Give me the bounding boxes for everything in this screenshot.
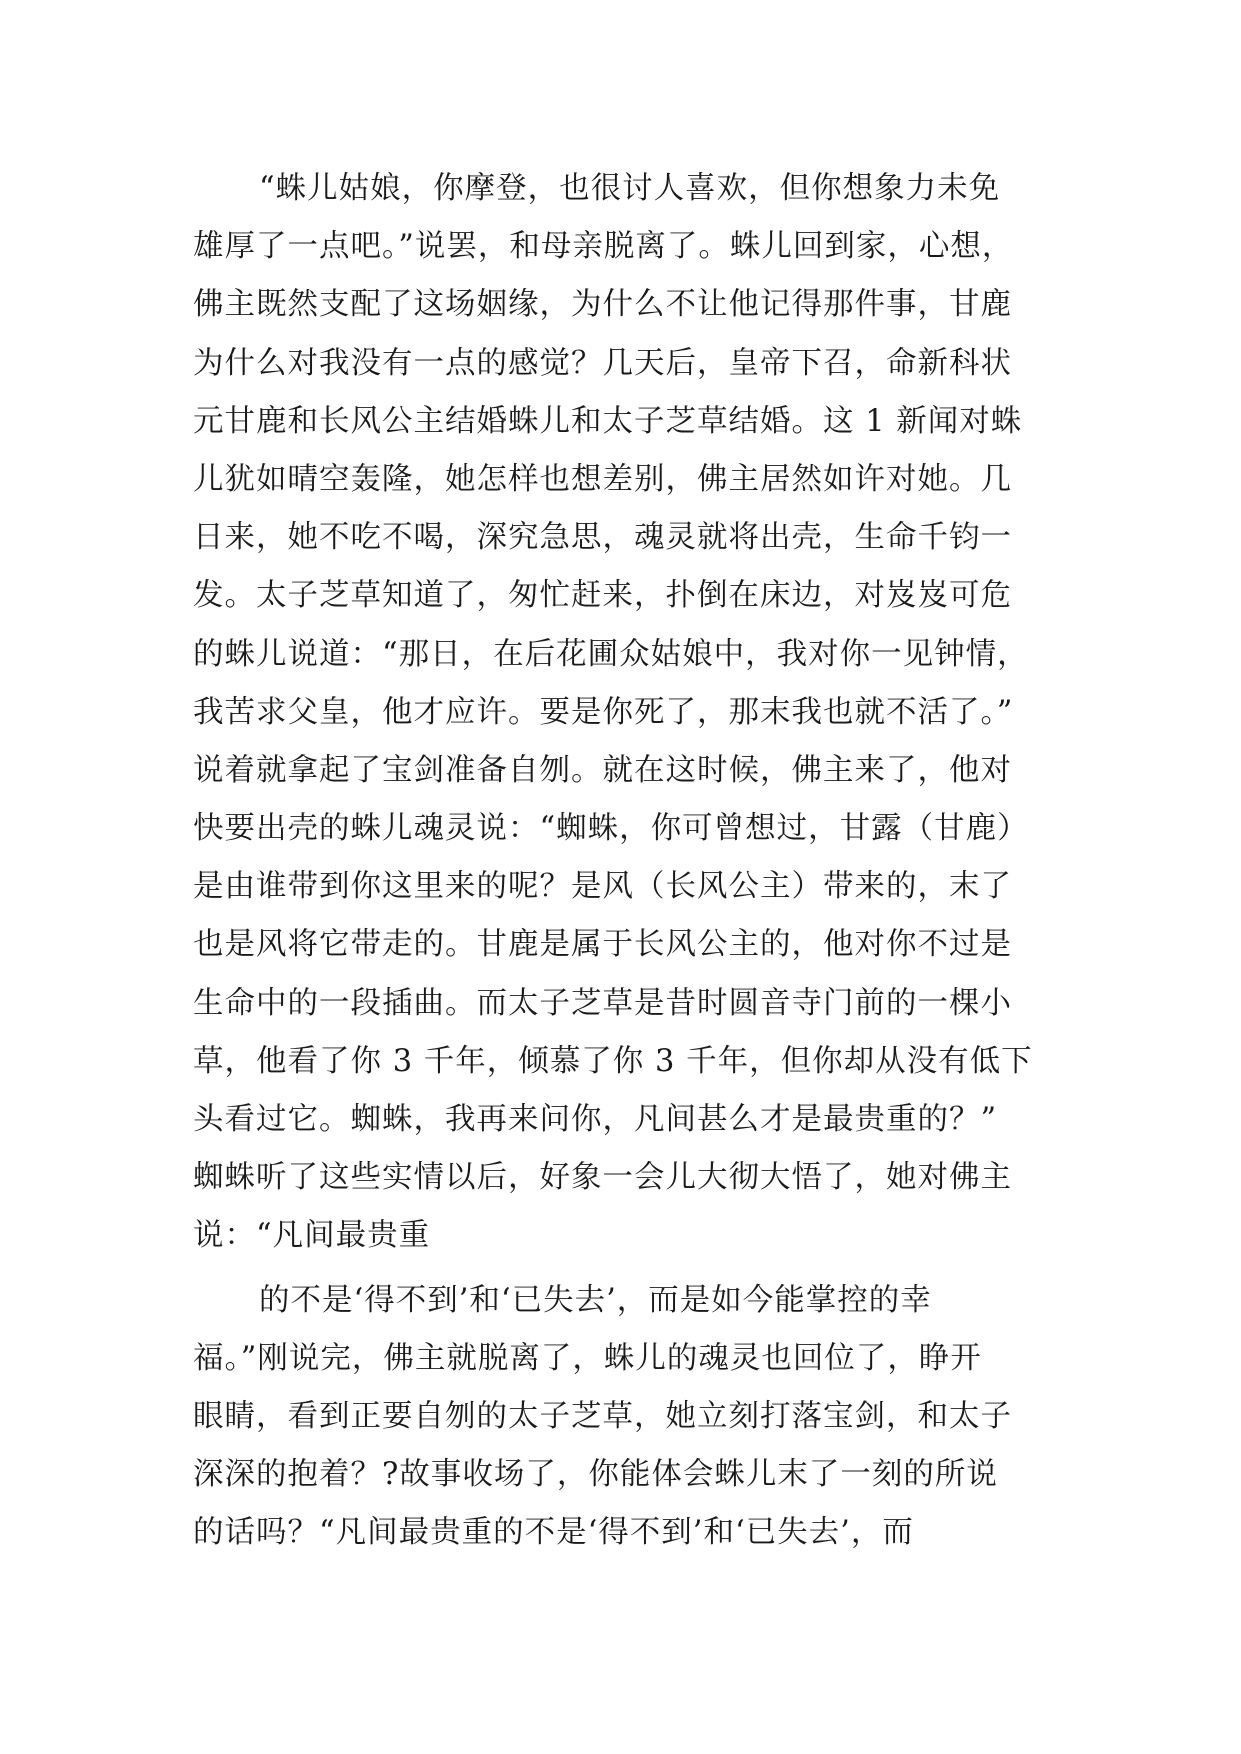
text-line: 说着就拿起了宝剑准备自刎。就在这时候，佛主来了，他对 bbox=[193, 752, 1012, 788]
text-line: 草，他看了你 3 千年，倾慕了你 3 千年，但你却从没有低下 bbox=[193, 1043, 1033, 1079]
text-line: 雄厚了一点吧。”说罢，和母亲脱离了。蛛儿回到家，心想， bbox=[193, 229, 1014, 265]
text-line: 的蛛儿说道：“那日，在后花圃众姑娘中，我对你一见钟情， bbox=[193, 636, 1029, 672]
text-line: 说：“凡间最贵重 bbox=[193, 1218, 431, 1254]
text-line: 快要出壳的蛛儿魂灵说：“蜘蛛，你可曾想过，甘露（甘鹿） bbox=[193, 811, 1029, 847]
text-line: 蜘蛛听了这些实情以后，好象一会儿大彻大悟了，她对佛主 bbox=[193, 1160, 1012, 1196]
text-line: 深深的抱着？?故事收场了，你能体会蛛儿末了一刻的所说 bbox=[193, 1457, 998, 1493]
text-line: 是由谁带到你这里来的呢？是风（长风公主）带来的，末了 bbox=[193, 869, 1012, 905]
text-line: 福。”刚说完，佛主就脱离了，蛛儿的魂灵也回位了，睁开 bbox=[193, 1340, 982, 1376]
paragraph-1 bbox=[193, 160, 1053, 1266]
text-line: 儿犹如晴空轰隆，她怎样也想差别，佛主居然如许对她。几 bbox=[193, 461, 1012, 497]
text-line: 眼睛，看到正要自刎的太子芝草，她立刻打落宝剑，和太子 bbox=[193, 1398, 1012, 1434]
text-line: 的不是‘得不到’和‘已失去’，而是如今能掌控的幸 bbox=[259, 1282, 932, 1318]
text-line: “蛛儿姑娘，你摩登，也很讨人喜欢，但你想象力未免 bbox=[259, 171, 1001, 206]
text-line: 生命中的一段插曲。而太子芝草是昔时圆音寺门前的一棵小 bbox=[193, 985, 1012, 1021]
text-line: 的话吗？“凡间最贵重的不是‘得不到’和‘已失去’，而 bbox=[193, 1515, 914, 1551]
text-line: 为什么对我没有一点的感觉？几天后，皇帝下召，命新科状 bbox=[193, 345, 1012, 381]
text-line: 发。太子芝草知道了，匆忙赶来，扑倒在床边，对岌岌可危 bbox=[193, 578, 1012, 614]
text-line: 佛主既然支配了这场姻缘，为什么不让他记得那件事，甘鹿 bbox=[193, 287, 1012, 323]
text-line: 我苦求父皇，他才应许。要是你死了，那末我也就不活了。” bbox=[193, 694, 1014, 730]
text-line: 元甘鹿和长风公主结婚蛛儿和太子芝草结婚。这 1 新闻对蛛 bbox=[193, 403, 1023, 439]
text-line: 也是风将它带走的。甘鹿是属于长风公主的，他对你不过是 bbox=[193, 927, 1012, 963]
text-line: 日来，她不吃不喝，深究急思，魂灵就将出壳，生命千钧一 bbox=[193, 520, 1012, 556]
paragraph-2 bbox=[193, 1272, 1053, 1563]
text-line: 头看过它。蜘蛛，我再来问你，凡间甚么才是最贵重的？” bbox=[193, 1102, 998, 1137]
text-column bbox=[193, 160, 1053, 1563]
